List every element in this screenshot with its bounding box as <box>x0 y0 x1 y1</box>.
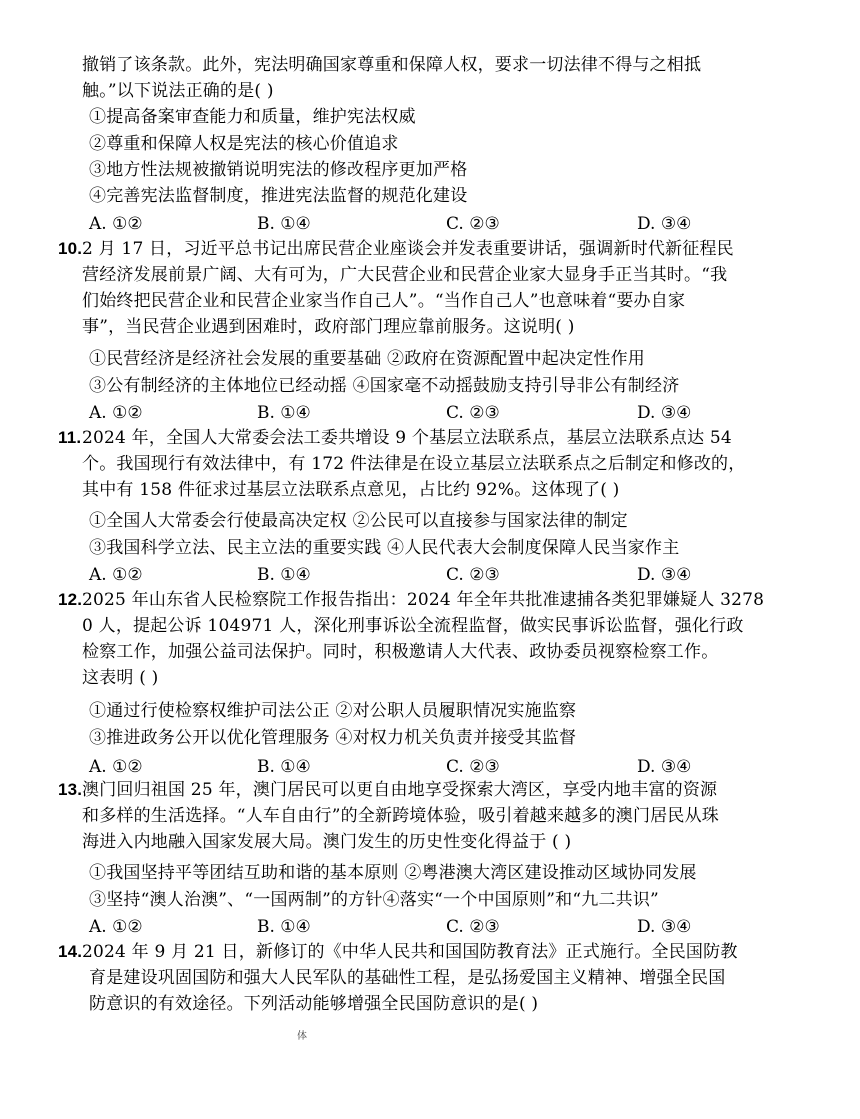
statement: ③推进政务公开以优化管理服务 ④对权力机关负责并接受其监督 <box>89 728 577 748</box>
statement: ③地方性法规被撤销说明宪法的修改程序更加严格 <box>89 160 468 180</box>
option-d[interactable]: D. ③④ <box>637 917 692 937</box>
question-text-line: 2 月 17 日，习近平总书记出席民营企业座谈会并发表重要讲话，强调新时代新征程民 <box>82 239 734 259</box>
intro-line: 撤销了该条款。此外，宪法明确国家尊重和保障人权，要求一切法律不得与之相抵 <box>82 55 702 75</box>
question-number: 12. <box>58 590 83 609</box>
option-c[interactable]: C. ②③ <box>446 565 500 585</box>
statement: ③公有制经济的主体地位已经动摇 ④国家毫不动摇鼓励支持引导非公有制经济 <box>89 376 680 396</box>
intro-line: 触。”以下说法正确的是( ) <box>82 81 274 101</box>
option-b[interactable]: B. ①④ <box>257 214 311 234</box>
question-text-line: 育是建设巩固国防和强大人民军队的基础性工程，是弘扬爱国主义精神、增强全民国 <box>89 968 726 988</box>
statement: ③我国科学立法、民主立法的重要实践 ④人民代表大会制度保障人民当家作主 <box>89 538 680 558</box>
statement: ④完善宪法监督制度，推进宪法监督的规范化建设 <box>89 186 468 206</box>
option-a[interactable]: A. ①② <box>89 917 143 937</box>
statement: ③坚持“澳人治澳”、“一国两制”的方针④落实“一个中国原则”和“九二共识” <box>89 890 659 910</box>
question-text-line: 2025 年山东省人民检察院工作报告指出：2024 年全年共批准逮捕各类犯罪嫌疑人 3278 <box>82 590 765 610</box>
option-a[interactable]: A. ①② <box>89 403 143 423</box>
statement: ①全国人大常委会行使最高决定权 ②公民可以直接参与国家法律的制定 <box>89 511 628 531</box>
question-text-line: 2024 年，全国人大常委会法工委共增设 9 个基层立法联系点，基层立法联系点达 54 <box>82 428 732 448</box>
option-d[interactable]: D. ③④ <box>637 757 692 777</box>
option-b[interactable]: B. ①④ <box>257 403 311 423</box>
question-number: 13. <box>58 780 83 799</box>
option-a[interactable]: A. ①② <box>89 565 143 585</box>
question-text-line: 营经济发展前景广阔、大有可为，广大民营企业和民营企业家大显身手正当其时。“我 <box>82 265 728 285</box>
option-d[interactable]: D. ③④ <box>637 565 692 585</box>
option-b[interactable]: B. ①④ <box>257 757 311 777</box>
option-b[interactable]: B. ①④ <box>257 565 311 585</box>
question-text-line: 防意识的有效途径。下列活动能够增强全民国防意识的是( ) <box>89 994 539 1014</box>
question-text-line: 检察工作，加强公益司法保护。同时，积极邀请人大代表、政协委员视察检察工作。 <box>82 642 719 662</box>
option-c[interactable]: C. ②③ <box>446 757 500 777</box>
question-text-line: 事”，当民营企业遇到困难时，政府部门理应靠前服务。这说明( ) <box>82 317 575 337</box>
statement: ①我国坚持平等团结互助和谐的基本原则 ②粤港澳大湾区建设推动区域协同发展 <box>89 863 697 883</box>
question-text-line: 和多样的生活选择。“人车自由行”的全新跨境体验，吸引着越来越多的澳门居民从珠 <box>82 806 719 826</box>
question-text-line: 这表明 ( ) <box>82 668 159 688</box>
option-d[interactable]: D. ③④ <box>637 403 692 423</box>
option-c[interactable]: C. ②③ <box>446 214 500 234</box>
question-text-line: 2024 年 9 月 21 日，新修订的《中华人民共和国国防教育法》正式施行。全民国防教 <box>82 942 738 962</box>
statement: ①通过行使检察权维护司法公正 ②对公职人员履职情况实施监察 <box>89 701 577 721</box>
page-footer: 体 <box>297 1031 307 1042</box>
option-a[interactable]: A. ①② <box>89 214 143 234</box>
question-number: 11. <box>58 428 82 447</box>
question-number: 14. <box>58 942 83 961</box>
question-number: 10. <box>58 239 83 258</box>
question-text-line: 个。我国现行有效法律中，有 172 件法律是在设立基层立法联系点之后制定和修改的， <box>82 454 746 474</box>
question-text-line: 0 人，提起公诉 104971 人，深化刑事诉讼全流程监督，做实民事诉讼监督，强化行政 <box>82 616 744 636</box>
option-c[interactable]: C. ②③ <box>446 403 500 423</box>
statement: ②尊重和保障人权是宪法的核心价值追求 <box>89 134 399 154</box>
statement: ①提高备案审查能力和质量，维护宪法权威 <box>89 107 416 127</box>
question-text-line: 其中有 158 件征求过基层立法联系点意见，占比约 92%。这体现了( ) <box>82 480 620 500</box>
question-text-line: 澳门回归祖国 25 年，澳门居民可以更自由地享受探索大湾区，享受内地丰富的资源 <box>82 780 718 800</box>
option-d[interactable]: D. ③④ <box>637 214 692 234</box>
question-text-line: 海进入内地融入国家发展大局。澳门发生的历史性变化得益于 ( ) <box>82 832 572 852</box>
option-a[interactable]: A. ①② <box>89 757 143 777</box>
option-c[interactable]: C. ②③ <box>446 917 500 937</box>
option-b[interactable]: B. ①④ <box>257 917 311 937</box>
question-text-line: 们始终把民营企业和民营企业家当作自己人”。“当作自己人”也意味着“要办自家 <box>82 291 686 311</box>
statement: ①民营经济是经济社会发展的重要基础 ②政府在资源配置中起决定性作用 <box>89 349 646 369</box>
